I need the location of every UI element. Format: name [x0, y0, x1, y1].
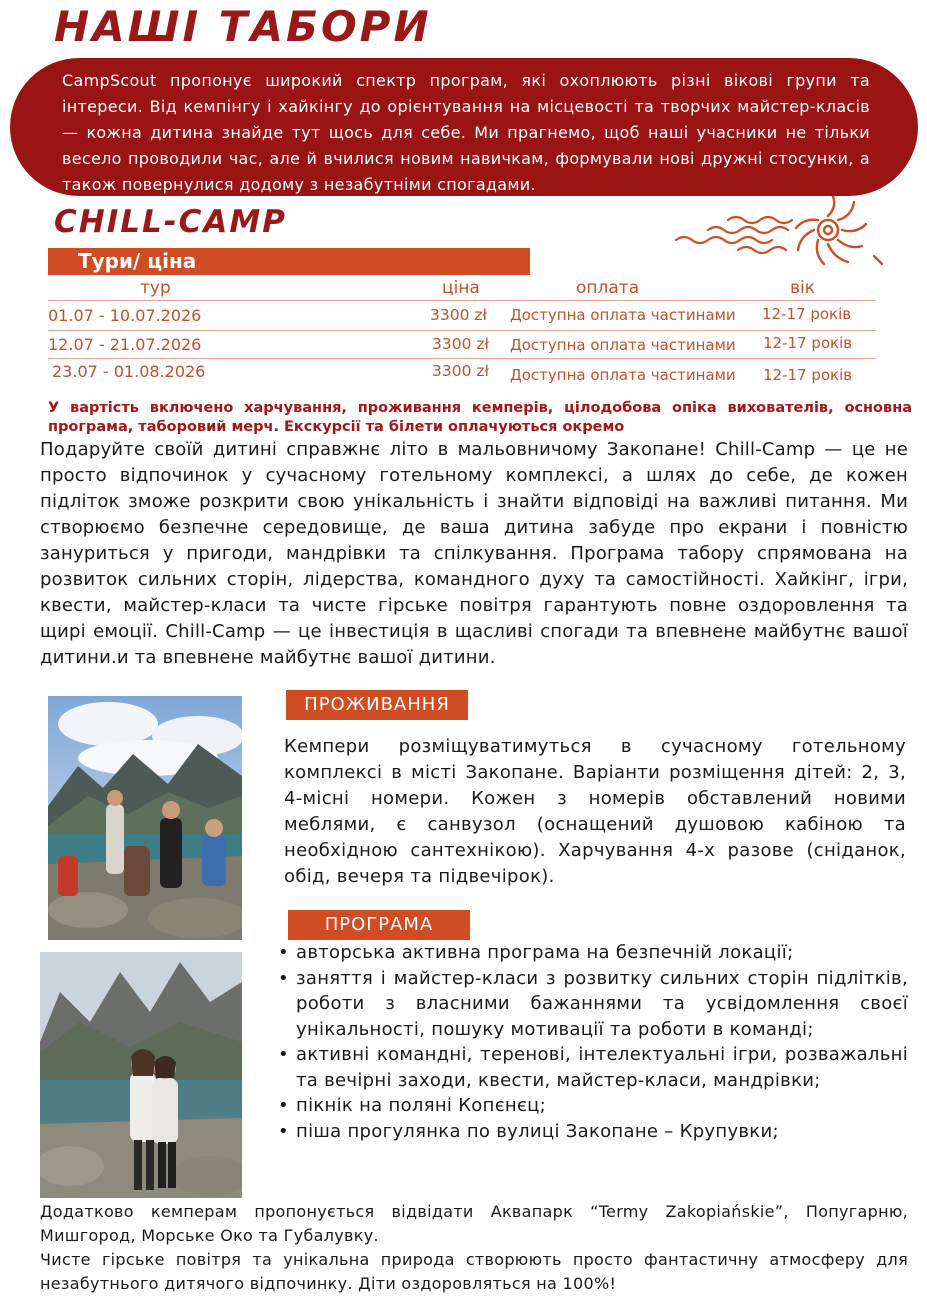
list-item: • піша прогулянка по вулиці Закопане – Крупувки;	[276, 1119, 908, 1145]
photo-lake-group	[48, 696, 242, 940]
excursions-text: Додатково кемперам пропонується відвідати Аквапарк “Termy Zakopiańskie”, Попугарню, Мишгород, Морське Око та Губалувку.	[40, 1202, 908, 1245]
tour-payment: Доступна оплата частинами	[510, 306, 736, 324]
tour-dates: 12.07 - 21.07.2026	[48, 335, 202, 354]
table-divider	[48, 358, 876, 359]
list-item: • заняття і майстер-класи з розвитку сильних сторін підлітків, роботи з власними бажаннями та усвідомлення своєї унікальності, пошуку мотивації та роботи в команді;	[276, 966, 908, 1043]
column-age: вік	[790, 278, 816, 298]
photo-girls-lake	[40, 952, 242, 1198]
program-label: ПРОГРАМА	[288, 910, 470, 940]
tour-age: 12-17 років	[763, 334, 853, 352]
tour-price: 3300 zł	[432, 335, 489, 353]
housing-label: ПРОЖИВАННЯ	[286, 690, 468, 720]
tour-dates: 01.07 - 10.07.2026	[48, 306, 202, 325]
program-list	[276, 940, 908, 1144]
tours-price-header: Тури/ ціна	[48, 248, 530, 275]
list-item: • пікнік на поляні Копєнєц;	[276, 1093, 908, 1119]
table-divider	[48, 330, 876, 331]
tour-payment: Доступна оплата частинами	[510, 366, 736, 384]
intro-text: CampScout пропонує широкий спектр програм, які охоплюють різні вікові групи та інтереси. Від кемпінгу і хайкінгу до орієнтування на місцевості та творчих майстер-класів — кожна дитина знайде тут щось для себе. Ми прагнемо, щоб наші учасники не тільки весело проводили час, але й вчилися новим навичкам, формували нові дружні стосунки, а також повернулися додому з незабутніми спогадами.	[62, 71, 870, 194]
tour-price: 3300 zł	[430, 306, 487, 324]
price-included-note: У вартість включено харчування, проживання кемперів, цілодобова опіка вихователів, основна програма, таборовий мерч. Екскурсії та білети оплачуються окремо	[48, 400, 912, 435]
column-price: ціна	[442, 278, 480, 298]
intro-banner	[10, 58, 918, 196]
housing-text: Кемпери розміщуватимуться в сучасному готельному комплексі в місті Закопане. Варіанти розміщення дітей: 2, 3, 4-місні номери. Кожен з номерів обставлений новими меблями, є санвузол (оснащений душовою кабіною та необхідною сантехнікою). Харчування 4-х разове (сніданок, обід, вечеря та підвечірок).	[284, 736, 906, 887]
table-divider	[48, 300, 876, 301]
tour-age: 12-17 років	[762, 305, 852, 323]
camp-title: CHILL-CAMP	[54, 204, 287, 240]
closing-text: Чисте гірське повітря та унікальна природа створюють просто фантастичну атмосферу для незабутнього дитячого відпочинку. Діти оздоровляться на 100%!	[40, 1250, 908, 1293]
tour-price: 3300 zł	[432, 362, 489, 380]
tour-payment: Доступна оплата частинами	[510, 336, 736, 354]
camp-description: Подаруйте своїй дитині справжнє літо в мальовничому Закопане! Chill-Camp — це не просто відпочинок у сучасному готельному комплексі, а шлях до себе, де кожен підліток зможе розкрити свою унікальність і знайти відповіді на важливі питання. Ми створюємо безпечне середовище, де ваша дитина забуде про екрани і повністю зануриться у пригоди, мандрівки та спілкування. Програма табору спрямована на розвиток сильних сторін, лідерства, командного духу та самостійності. Хайкінг, ігри, квести, майстер-класи та чисте гірське повітря гарантують повне оздоровлення та щирі емоції. Chill-Camp — це інвестиція в щасливі спогади та впевнене майбутнє вашої дитини.и та впевнене майбутнє вашої дитини.	[40, 439, 908, 668]
sun-waves-icon	[668, 196, 888, 270]
list-item: • авторська активна програма на безпечній локації;	[276, 940, 908, 966]
page-title: НАШІ ТАБОРИ	[54, 2, 432, 51]
list-item: • активні командні, теренові, інтелектуальні ігри, розважальні та вечірні заходи, квести, майстер-класи, мандрівки;	[276, 1042, 908, 1093]
tour-age: 12-17 років	[763, 366, 853, 384]
column-payment: оплата	[576, 278, 640, 298]
extra-info	[40, 1200, 908, 1296]
tour-dates: 23.07 - 01.08.2026	[52, 362, 206, 381]
column-tour: тур	[140, 278, 171, 298]
